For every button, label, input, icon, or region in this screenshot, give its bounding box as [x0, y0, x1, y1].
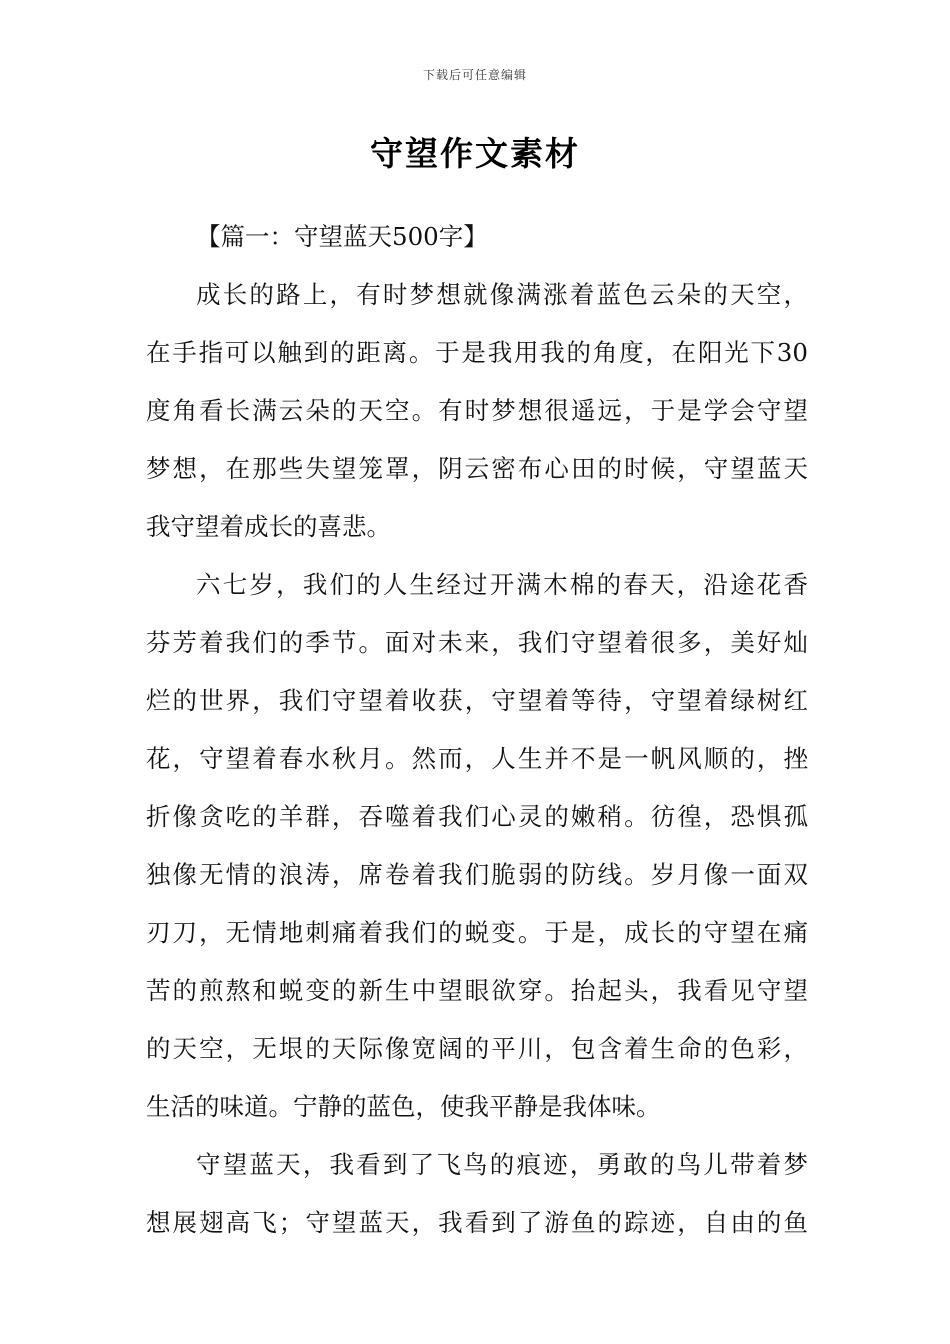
paragraph-2-line-6: 独像无情的浪涛，席卷着我们脆弱的防线。岁月像一面双: [146, 860, 808, 889]
paragraph-3-line-2: 想展翅高飞；守望蓝天，我看到了游鱼的踪迹，自由的鱼: [146, 1208, 808, 1237]
paragraph-2-line-5: 折像贪吃的羊群，吞噬着我们心灵的嫩稍。彷徨，恐惧孤: [146, 802, 808, 831]
paragraph-2-line-1: 六七岁，我们的人生经过开满木棉的春天，沿途花香: [196, 570, 808, 599]
paragraph-1-line-3: 度角看长满云朵的天空。有时梦想很遥远，于是学会守望: [146, 396, 808, 425]
paragraph-2-line-3: 烂的世界，我们守望着收获，守望着等待，守望着绿树红: [146, 686, 808, 715]
paragraph-2-line-4: 花，守望着春水秋月。然而，人生并不是一帆风顺的，挫: [146, 744, 808, 773]
paragraph-2-line-7: 刃刀，无情地刺痛着我们的蜕变。于是，成长的守望在痛: [146, 918, 808, 947]
document-body: [146, 208, 808, 1252]
paragraph-2-line-9: 的天空，无垠的天际像宽阔的平川，包含着生命的色彩，: [146, 1034, 808, 1063]
paragraph-2-line-10: 生活的味道。宁静的蓝色，使我平静是我体味。: [146, 1092, 661, 1121]
paragraph-1-line-4: 梦想，在那些失望笼罩，阴云密布心田的时候，守望蓝天: [146, 454, 808, 483]
paragraph-1-line-5: 我守望着成长的喜悲。: [146, 512, 391, 541]
section-heading: 【篇一：守望蓝天500字】: [196, 222, 488, 251]
paragraph-3-line-1: 守望蓝天，我看到了飞鸟的痕迹，勇敢的鸟儿带着梦: [196, 1150, 808, 1179]
paragraph-2-line-2: 芬芳着我们的季节。面对未来，我们守望着很多，美好灿: [146, 628, 808, 657]
paragraph-2-line-8: 苦的煎熬和蜕变的新生中望眼欲穿。抬起头，我看见守望: [146, 976, 808, 1005]
paragraph-1-line-1: 成长的路上，有时梦想就像满涨着蓝色云朵的天空，: [196, 280, 808, 309]
document-title: 守望作文素材: [370, 134, 580, 173]
paragraph-1-line-2: 在手指可以触到的距离。于是我用我的角度，在阳光下30: [146, 338, 808, 367]
header-note: 下载后可任意编辑: [422, 68, 527, 82]
